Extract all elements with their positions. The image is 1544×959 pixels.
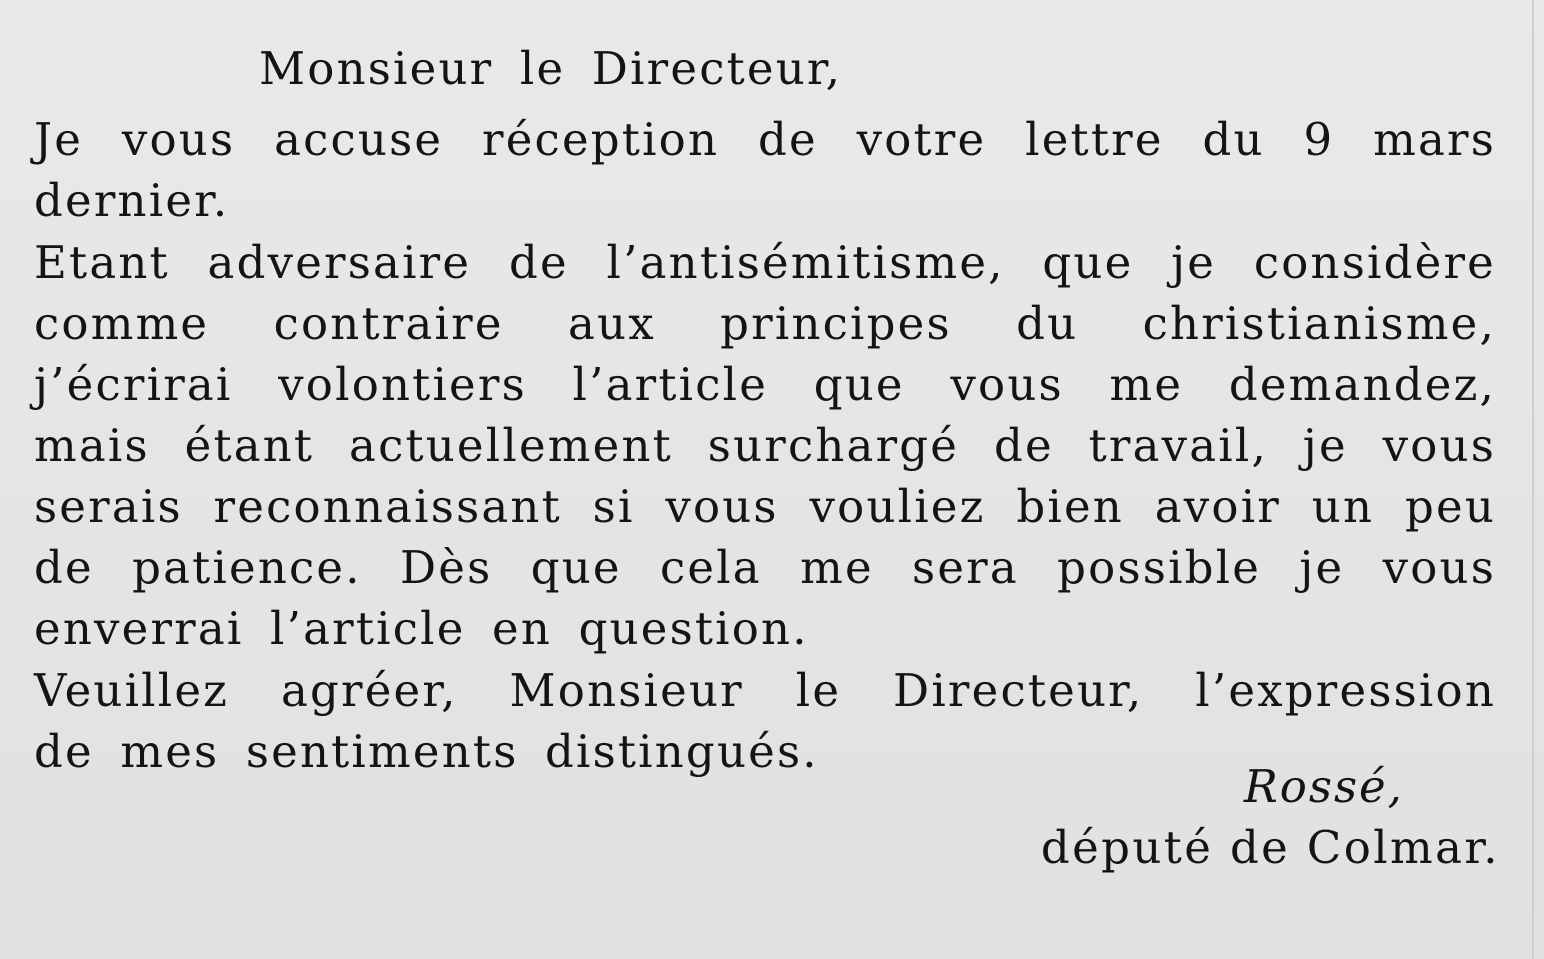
letter-line-7: serais reconnaissant si vous vouliez bien avoir un peu [34,480,1496,533]
signatory-title: député de Colmar. [1040,821,1500,874]
letter-line-4: comme contraire aux principes du christianisme, [34,297,1496,350]
letter-line-6: mais étant actuellement surchargé de travail, je vous [34,419,1496,472]
page-edge-rule [1532,0,1534,959]
letter-line-3: Etant adversaire de l’antisémitisme, que je considère [34,236,1496,289]
letter-line-10: Veuillez agréer, Monsieur le Directeur, l’expression [34,664,1496,717]
salutation: Monsieur le Directeur, [259,42,843,95]
letter-line-9: enverrai l’article en question. [34,602,809,655]
letter-line-11: de mes sentiments distingués. [34,725,819,778]
signature: Rossé, [1243,760,1404,813]
letter-line-2: dernier. [34,174,230,227]
letter-line-8: de patience. Dès que cela me sera possible je vous [34,541,1496,594]
letter-line-1: Je vous accuse réception de votre lettre du 9 mars [34,113,1496,166]
letter-line-5: j’écrirai volontiers l’article que vous me demandez, [34,358,1496,411]
